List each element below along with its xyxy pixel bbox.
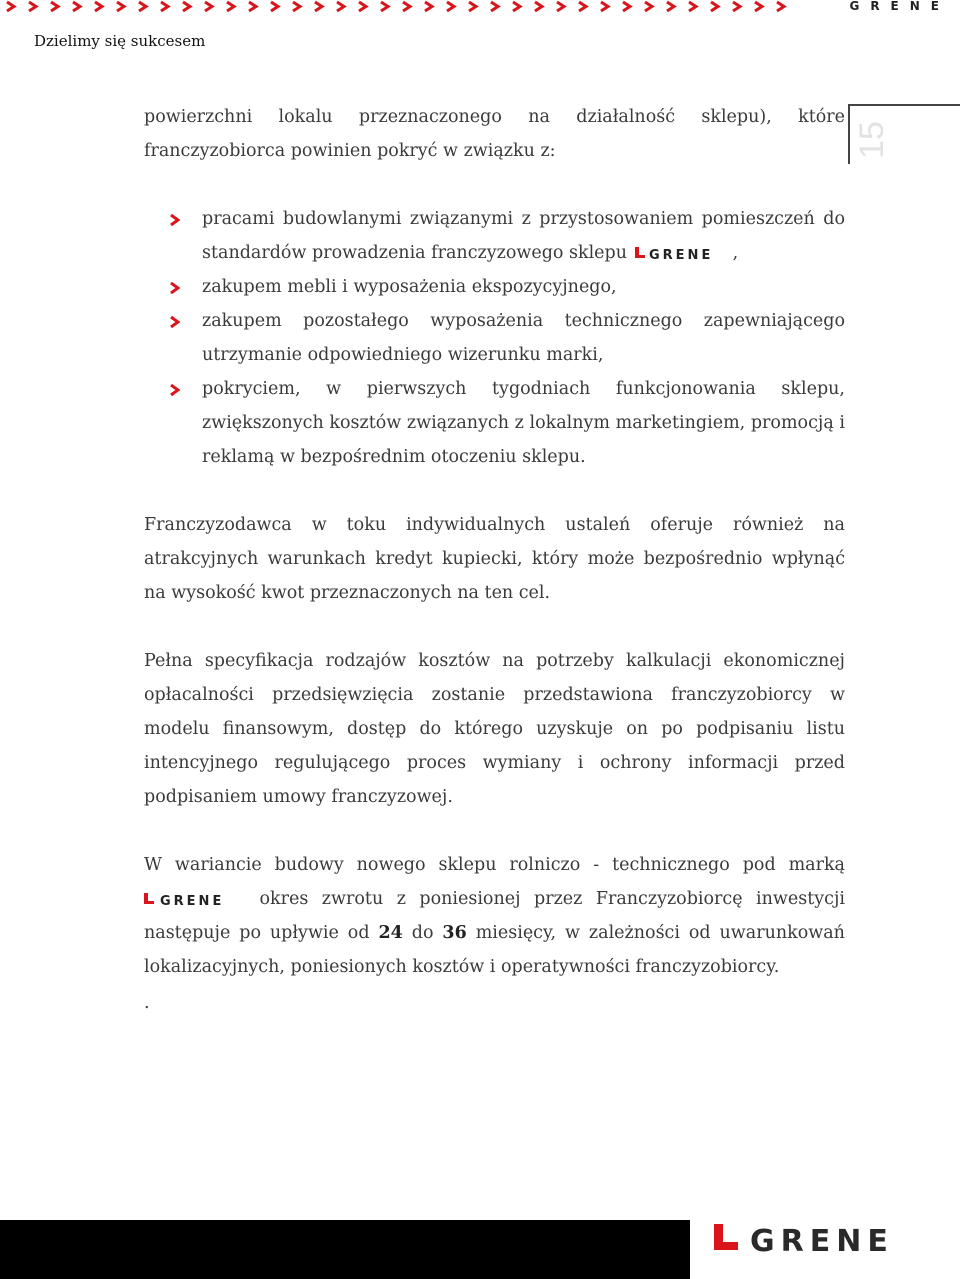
chevron-bullet-icon (170, 214, 180, 226)
chevron-icon (686, 0, 702, 13)
chevron-icon (4, 0, 20, 13)
specification-paragraph: Pełna specyfikacja rodzajów kosztów na potrzeby kalkulacji ekonomicznej opłacalności przedsięwzięcia zostanie przedstawiona franczyzobiorcy w modelu finansowym, dostęp do którego uzyskuje on po podpisaniu listu intencyjnego regulującego proces wymiany i ochrony informacji przed podpisaniem umowy franczyzowej. (144, 651, 845, 807)
chevron-icon (444, 0, 460, 13)
chevron-row (4, 0, 790, 14)
chevron-icon (620, 0, 636, 13)
return-text-1: W wariancie budowy nowego sklepu rolniczo - technicznego pod marką (144, 855, 845, 875)
cost-list (144, 202, 845, 474)
list-item (144, 270, 845, 304)
chevron-icon (26, 0, 42, 13)
top-chevron-band (0, 0, 960, 14)
chevron-icon (356, 0, 372, 13)
page-number: 15 (853, 121, 891, 159)
chevron-icon (224, 0, 240, 13)
main-content (144, 100, 845, 1020)
chevron-icon (180, 0, 196, 13)
chevron-icon (510, 0, 526, 13)
return-text-2: okres zwrotu z poniesionej przez Franczyzobiorcę inwestycji następuje po upływie od (144, 889, 845, 943)
grene-footer-logo (714, 1222, 954, 1258)
intro-paragraph: powierzchni lokalu przeznaczonego na działalność sklepu), które franczyzobiorca powinien pokryć w związku z: (144, 107, 845, 161)
svg-text:GRENE: GRENE (648, 247, 713, 261)
chevron-icon (664, 0, 680, 13)
chevron-icon (752, 0, 768, 13)
trailing-dot: . (144, 993, 150, 1013)
list-item-text: zakupem mebli i wyposażenia ekspozycyjnego, (202, 277, 617, 297)
return-text-3: miesięcy, w zależności od uwarunkowań lokalizacyjnych, poniesionych kosztów i operatywności franczyzobiorcy. (144, 923, 845, 977)
return-paragraph (144, 848, 845, 984)
chevron-icon (598, 0, 614, 13)
chevron-icon (290, 0, 306, 13)
chevron-icon (48, 0, 64, 13)
grene-logo-icon (144, 893, 244, 907)
credit-paragraph: Franczyzodawca w toku indywidualnych ustaleń oferuje również na atrakcyjnych warunkach kredyt kupiecki, który może bezpośrednio wpłynąć na wysokość kwot przeznaczonych na ten cel. (144, 515, 845, 603)
top-brand-wordmark: GRENE (849, 0, 950, 13)
svg-text:GRENE: GRENE (160, 893, 225, 907)
chevron-icon (554, 0, 570, 13)
chevron-icon (70, 0, 86, 13)
chevron-icon (202, 0, 218, 13)
months-max: 36 (442, 923, 467, 943)
chevron-icon (466, 0, 482, 13)
chevron-icon (730, 0, 746, 13)
section-title: Dzielimy się sukcesem (34, 32, 206, 50)
chevron-icon (488, 0, 504, 13)
chevron-icon (246, 0, 262, 13)
return-text-mid: do (411, 923, 434, 943)
list-item-text: pracami budowlanymi związanymi z przystosowaniem pomieszczeń do standardów prowadzenia franczyzowego sklepu (202, 209, 845, 263)
chevron-icon (334, 0, 350, 13)
chevron-icon (136, 0, 152, 13)
chevron-bullet-icon (170, 316, 180, 328)
svg-text:GRENE: GRENE (750, 1224, 894, 1258)
chevron-icon (642, 0, 658, 13)
chevron-icon (774, 0, 790, 13)
chevron-icon (708, 0, 724, 13)
chevron-icon (268, 0, 284, 13)
chevron-icon (576, 0, 592, 13)
list-item (144, 202, 845, 270)
chevron-bullet-icon (170, 384, 180, 396)
grene-logo-icon (635, 247, 731, 261)
list-item (144, 304, 845, 372)
chevron-icon (312, 0, 328, 13)
chevron-icon (400, 0, 416, 13)
page-number-rule (848, 104, 960, 106)
chevron-icon (422, 0, 438, 13)
list-item-text: zakupem pozostałego wyposażenia technicznego zapewniającego utrzymanie odpowiedniego wizerunku marki, (202, 311, 845, 365)
chevron-icon (158, 0, 174, 13)
chevron-icon (114, 0, 130, 13)
chevron-bullet-icon (170, 282, 180, 294)
months-min: 24 (378, 923, 403, 943)
list-item-text-suffix: , (732, 243, 739, 263)
list-item-text: pokryciem, w pierwszych tygodniach funkcjonowania sklepu, zwiększonych kosztów związanych z lokalnym marketingiem, promocją i reklamą w bezpośrednim otoczeniu sklepu. (202, 379, 845, 467)
chevron-icon (92, 0, 108, 13)
list-item (144, 372, 845, 474)
chevron-icon (532, 0, 548, 13)
chevron-icon (378, 0, 394, 13)
